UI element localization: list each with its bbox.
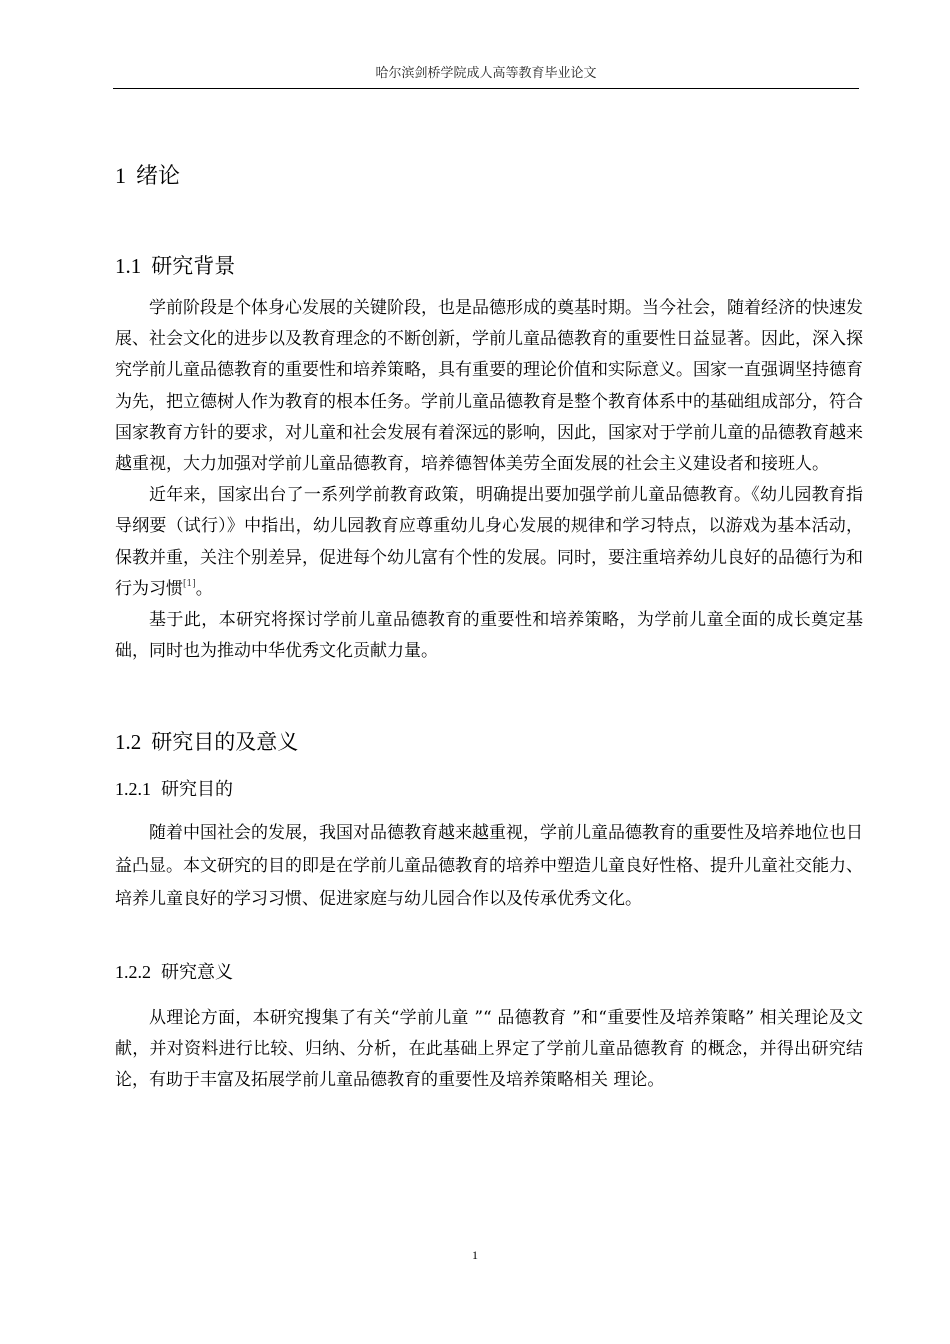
section-title: 研究目的及意义 — [151, 730, 299, 754]
section-title: 研究背景 — [151, 254, 236, 278]
page-number: 1 — [472, 1248, 478, 1262]
paragraph: 从理论方面，本研究搜集了有关“学前儿童 ”“ 品德教育 ”和“重要性及培养策略” 相关理论及文献，并对资料进行比较、归纳、分析，在此基础上界定了学前儿童品德教育 的概念，并得出研究结论，有助于丰富及拓展学前儿童品德教育的重要性及培养策略相关 理论。 — [115, 1008, 863, 1091]
paragraph — [115, 480, 863, 605]
subsection-number: 1.2.1 — [115, 779, 151, 799]
header-divider — [113, 88, 859, 89]
paragraph-text: 近年来，国家出台了一系列学前教育政策，明确提出要加强学前儿童品德教育。《幼儿园教育指导纲要（试行）》中指出，幼儿园教育应尊重幼儿身心发展的规律和学习特点，以游戏为基本活动，保教并重，关注个别差异，促进每个幼儿富有个性的发展。同时，要注重培养幼儿良好的品德行为和行为习惯 — [115, 485, 863, 599]
section-1-2-1-body — [115, 817, 863, 916]
chapter-heading — [115, 160, 180, 193]
section-heading-1-2 — [115, 726, 298, 758]
subsection-number: 1.2.2 — [115, 962, 151, 982]
paragraph: 基于此，本研究将探讨学前儿童品德教育的重要性和培养策略，为学前儿童全面的成长奠定基础，同时也为推动中华优秀文化贡献力量。 — [115, 610, 863, 662]
subsection-title: 研究目的 — [161, 779, 233, 800]
chapter-title: 绪论 — [136, 164, 181, 189]
paragraph-end: 。 — [195, 578, 213, 599]
section-heading-1-1 — [115, 250, 235, 282]
citation-ref: [1] — [183, 578, 196, 589]
subsection-heading-1-2-2 — [115, 958, 233, 987]
running-header: 哈尔滨剑桥学院成人高等教育毕业论文 — [375, 66, 597, 81]
section-number: 1.2 — [115, 730, 142, 754]
paragraph: 随着中国社会的发展，我国对品德教育越来越重视，学前儿童品德教育的重要性及培养地位也日益凸显。本文研究的目的即是在学前儿童品德教育的培养中塑造儿童良好性格、提升儿童社交能力、培养儿童良好的学习习惯、促进家庭与幼儿园合作以及传承优秀文化。 — [115, 823, 863, 909]
section-1-2-2-body — [115, 1003, 863, 1097]
subsection-title: 研究意义 — [161, 962, 233, 983]
subsection-heading-1-2-1 — [115, 775, 233, 804]
paragraph: 学前阶段是个体身心发展的关键阶段，也是品德形成的奠基时期。当今社会，随着经济的快速发展、社会文化的进步以及教育理念的不断创新，学前儿童品德教育的重要性日益显著。因此，深入探究学前儿童品德教育的重要性和培养策略，具有重要的理论价值和实际意义。国家一直强调坚持德育为先，把立德树人作为教育的根本任务。学前儿童品德教育是整个教育体系中的基础组成部分，符合国家教育方针的要求，对儿童和社会发展有着深远的影响，因此，国家对于学前儿童的品德教育越来越重视，大力加强对学前儿童品德教育，培养德智体美劳全面发展的社会主义建设者和接班人。 — [115, 298, 863, 475]
section-number: 1.1 — [115, 254, 142, 278]
section-1-1-body — [115, 293, 863, 667]
chapter-number: 1 — [115, 163, 126, 188]
